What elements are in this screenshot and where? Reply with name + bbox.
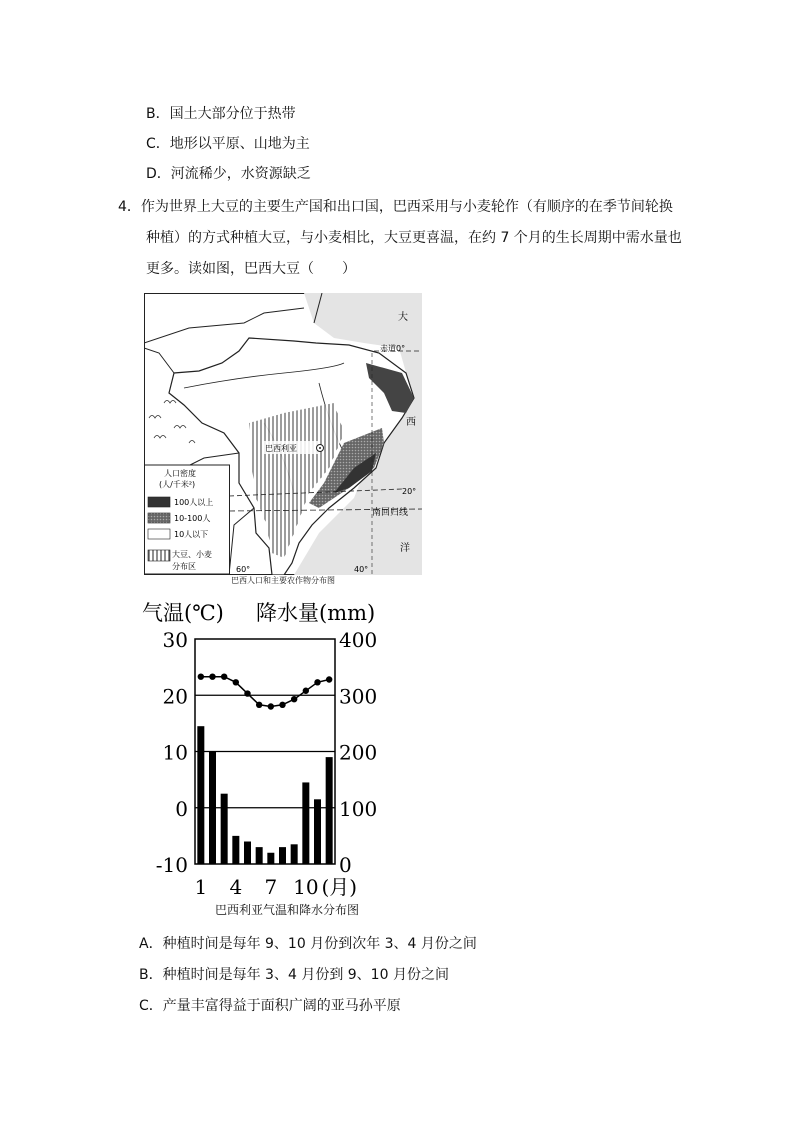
temperature-line <box>201 677 329 707</box>
temperature-point <box>268 703 274 709</box>
y-left-tick-label: 20 <box>162 684 188 709</box>
temperature-point <box>303 688 309 694</box>
chart-caption: 巴西利亚气温和降水分布图 <box>214 903 359 917</box>
equator-label: 赤道0° <box>380 344 406 353</box>
question-line-3: 更多。读如图，巴西大豆（ ） <box>146 261 356 277</box>
x-tick-label: 4 <box>229 875 243 899</box>
option-b-prev: B．国土大部分位于热带 <box>146 106 296 122</box>
temperature-point <box>256 702 262 708</box>
question-line-2: 种植）的方式种植大豆，与小麦相比，大豆更喜温，在约 7 个月的生长周期中需水量也 <box>146 230 682 246</box>
precip-bar <box>256 847 263 864</box>
y-right-tick-label: 0 <box>339 853 352 877</box>
x-unit-label: (月) <box>321 875 358 899</box>
precip-bar <box>279 847 286 864</box>
ocean-label-top: 大 <box>398 312 408 323</box>
temperature-point <box>233 679 239 685</box>
legend-item-1: 100人以上 <box>174 498 214 507</box>
temperature-point <box>244 690 250 696</box>
y-left-tick-label: 30 <box>162 628 188 652</box>
x-tick-label: 10 <box>293 875 319 899</box>
y-left-tick-label: 0 <box>175 796 188 821</box>
legend-crop-1: 大豆、小麦 <box>172 550 212 559</box>
ocean-label-bottom: 洋 <box>400 543 410 554</box>
temperature-point <box>326 676 332 682</box>
precip-bar <box>267 853 274 864</box>
precip-bar <box>291 844 298 864</box>
precip-bar <box>197 726 204 864</box>
precip-bar <box>244 842 251 865</box>
legend-title-1: 人口密度 <box>164 469 196 478</box>
temperature-point <box>221 673 227 679</box>
option-b: B．种植时间是每年 3、4 月份到 9、10 月份之间 <box>139 967 449 983</box>
legend-item-2: 10-100人 <box>174 514 211 523</box>
map-caption: 巴西人口和主要农作物分布图 <box>231 576 335 585</box>
precip-bar <box>326 757 333 864</box>
y-left-tick-label: 10 <box>162 740 188 765</box>
precip-bar <box>209 752 216 865</box>
y-right-tick-label: 200 <box>339 740 378 765</box>
lat20-label: 20° <box>402 487 417 496</box>
lon60-label: 60° <box>236 565 251 574</box>
y-right-tick-label: 100 <box>339 796 378 821</box>
option-c: C．产量丰富得益于面积广阔的亚马孙平原 <box>139 998 401 1014</box>
ocean-label-mid: 西 <box>406 417 416 428</box>
precip-bar <box>314 799 321 864</box>
question-line-1: 4．作为世界上大豆的主要生产国和出口国，巴西采用与小麦轮作（有顺序的在季节间轮换 <box>118 199 673 215</box>
precip-bar <box>232 836 239 864</box>
temperature-point <box>209 673 215 679</box>
map-legend <box>145 465 230 574</box>
option-d-prev: D．河流稀少，水资源缺乏 <box>146 166 311 182</box>
temperature-point <box>291 696 297 702</box>
temperature-point <box>314 679 320 685</box>
temperature-point <box>279 702 285 708</box>
brazil-map <box>144 293 422 575</box>
lon40-label: 40° <box>354 565 369 574</box>
temperature-point <box>198 673 204 679</box>
x-tick-label: 7 <box>264 875 278 899</box>
chart-title-right: 降水量(mm) <box>256 601 376 625</box>
option-a: A．种植时间是每年 9、10 月份到次年 3、4 月份之间 <box>139 936 477 952</box>
y-right-tick-label: 300 <box>339 684 378 709</box>
tropic-label: 南回归线 <box>372 508 409 518</box>
chart-title-left: 气温(℃) <box>142 601 224 625</box>
climate-chart <box>140 594 402 900</box>
y-right-tick-label: 400 <box>339 628 378 652</box>
legend-item-3: 10人以下 <box>174 530 209 539</box>
precip-bar <box>302 782 309 864</box>
x-tick-label: 1 <box>194 875 208 899</box>
legend-title-2: (人/千米²) <box>159 480 196 489</box>
y-left-tick-label: -10 <box>155 853 188 877</box>
legend-crop-2: 分布区 <box>172 562 196 571</box>
option-c-prev: C．地形以平原、山地为主 <box>146 136 310 152</box>
precip-bar <box>221 794 228 864</box>
city-label: 巴西利亚 <box>265 444 297 453</box>
